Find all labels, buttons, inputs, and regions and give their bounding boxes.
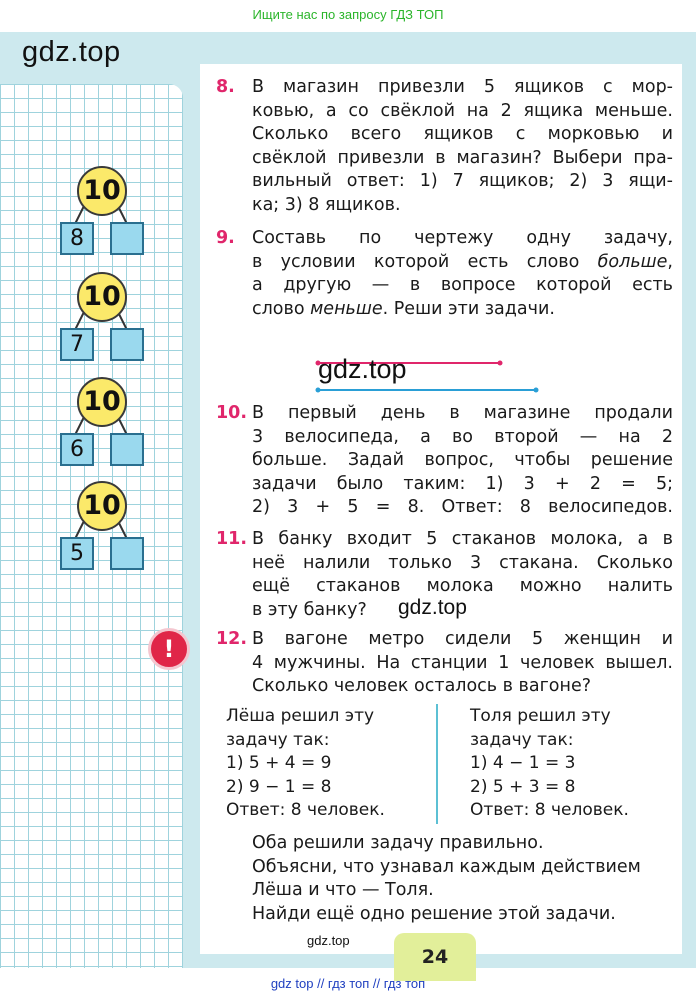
watermark: gdz.top — [398, 596, 467, 619]
part-box: 7 — [60, 328, 94, 361]
text-line: 3 велосипеда, а во второй — на 2 — [252, 426, 673, 447]
conclusion-text — [252, 832, 641, 926]
top-banner: Ищите нас по запросу ГДЗ ТОП — [252, 7, 444, 22]
problem-number: 9. — [216, 228, 235, 248]
text-line: 4 мужчины. На станции 1 человек вышел. — [252, 652, 673, 673]
text-fragment: в условии которой есть слово — [252, 251, 598, 272]
solution-line: задачу так: — [226, 729, 330, 750]
text-line: В вагоне метро сидели 5 женщин и — [252, 629, 673, 649]
empty-box — [110, 433, 144, 466]
text-line — [252, 251, 673, 275]
problem-text — [252, 628, 673, 699]
text-line: В банку входит 5 стаканов молока, а в — [252, 529, 673, 549]
part-box: 5 — [60, 537, 94, 570]
text-line: ка; 3) 8 ящиков. — [252, 194, 401, 215]
problem-10 — [216, 402, 673, 522]
text-fragment: слово — [252, 298, 311, 319]
problem-number: 12. — [216, 629, 248, 649]
text-line: в эту банку? — [252, 599, 367, 620]
text-line — [252, 298, 673, 322]
text-line: вильный ответ: 1) 7 ящиков; 2) 3 ящи- — [252, 171, 673, 192]
part-box: 6 — [60, 433, 94, 466]
solution-line: 2) 5 + 3 = 8 — [470, 776, 576, 797]
solution-line: 1) 5 + 4 = 9 — [226, 753, 332, 774]
page-number: 24 — [394, 933, 476, 981]
solution-line: Ответ: 8 человек. — [470, 800, 629, 821]
problem-number: 8. — [216, 77, 235, 97]
empty-box — [110, 222, 144, 255]
watermark: gdz.top — [318, 354, 407, 384]
part-box: 8 — [60, 222, 94, 255]
textbook-page — [0, 32, 696, 968]
total-circle: 10 — [77, 377, 127, 427]
problem-text — [252, 76, 673, 218]
column-divider — [436, 704, 438, 824]
text-line: Составь по чертежу одну задачу, — [252, 228, 673, 248]
text-line: Сколько человек осталось в вагоне? — [252, 676, 591, 697]
exclamation-icon: ! — [148, 628, 190, 670]
text-line: неё налили только 3 стакана. Сколько — [252, 552, 673, 573]
lesha-solution — [226, 705, 385, 823]
solution-line: 1) 4 − 1 = 3 — [470, 753, 576, 774]
solution-line: задачу так: — [470, 729, 574, 750]
problem-9 — [216, 227, 673, 322]
total-circle: 10 — [77, 481, 127, 531]
text-line: В магазин привезли 5 ящиков с мор- — [252, 77, 673, 97]
text-line: Оба решили задачу правильно. — [252, 833, 544, 853]
text-line: Лёша и что — Толя. — [252, 880, 434, 901]
tolya-solution — [470, 705, 629, 823]
solution-line: Лёша решил эту — [226, 706, 375, 726]
problem-text — [252, 402, 673, 520]
footer-links[interactable]: gdz top // гдз топ // гдз топ — [270, 976, 426, 991]
text-line: свёклой привезли в магазин? Выбери пра- — [252, 147, 673, 168]
text-line: Найди ещё одно решение этой задачи. — [252, 903, 616, 924]
site-logo[interactable]: gdz.top — [22, 36, 121, 68]
text-line: Объясни, что узнавал каждым действием — [252, 856, 641, 877]
text-line: больше. Задай вопрос, чтобы решение — [252, 450, 673, 471]
empty-box — [110, 328, 144, 361]
exercise-column — [200, 64, 682, 954]
solution-line: Ответ: 8 человек. — [226, 800, 385, 821]
problem-number: 10. — [216, 403, 248, 423]
text-line: ковью, а со свёклой на 2 ящика меньше. — [252, 100, 673, 121]
total-circle: 10 — [77, 272, 127, 322]
italic-word: больше — [597, 251, 668, 272]
empty-box — [110, 537, 144, 570]
problem-number: 11. — [216, 529, 248, 549]
solution-line: 2) 9 − 1 = 8 — [226, 776, 332, 797]
text-line: 2) 3 + 5 = 8. Ответ: 8 велосипедов. — [252, 497, 673, 518]
text-fragment: . Реши эти задачи. — [382, 298, 555, 319]
text-fragment: , — [667, 251, 673, 272]
total-circle: 10 — [77, 166, 127, 216]
text-line: задачи было таким: 1) 3 + 2 = 5; — [252, 473, 673, 494]
watermark: gdz.top — [307, 933, 350, 948]
text-line: В первый день в магазине продали — [252, 403, 673, 423]
text-line: Сколько всего ящиков с морковью и — [252, 124, 673, 145]
problem-8 — [216, 76, 673, 218]
text-line: а другую — в вопросе которой есть — [252, 275, 673, 296]
problem-12 — [216, 628, 673, 700]
problem-text — [252, 227, 673, 321]
solution-line: Толя решил эту — [470, 706, 611, 726]
italic-word: меньше — [310, 298, 383, 319]
text-line: ещё стаканов молока можно налить — [252, 576, 673, 597]
